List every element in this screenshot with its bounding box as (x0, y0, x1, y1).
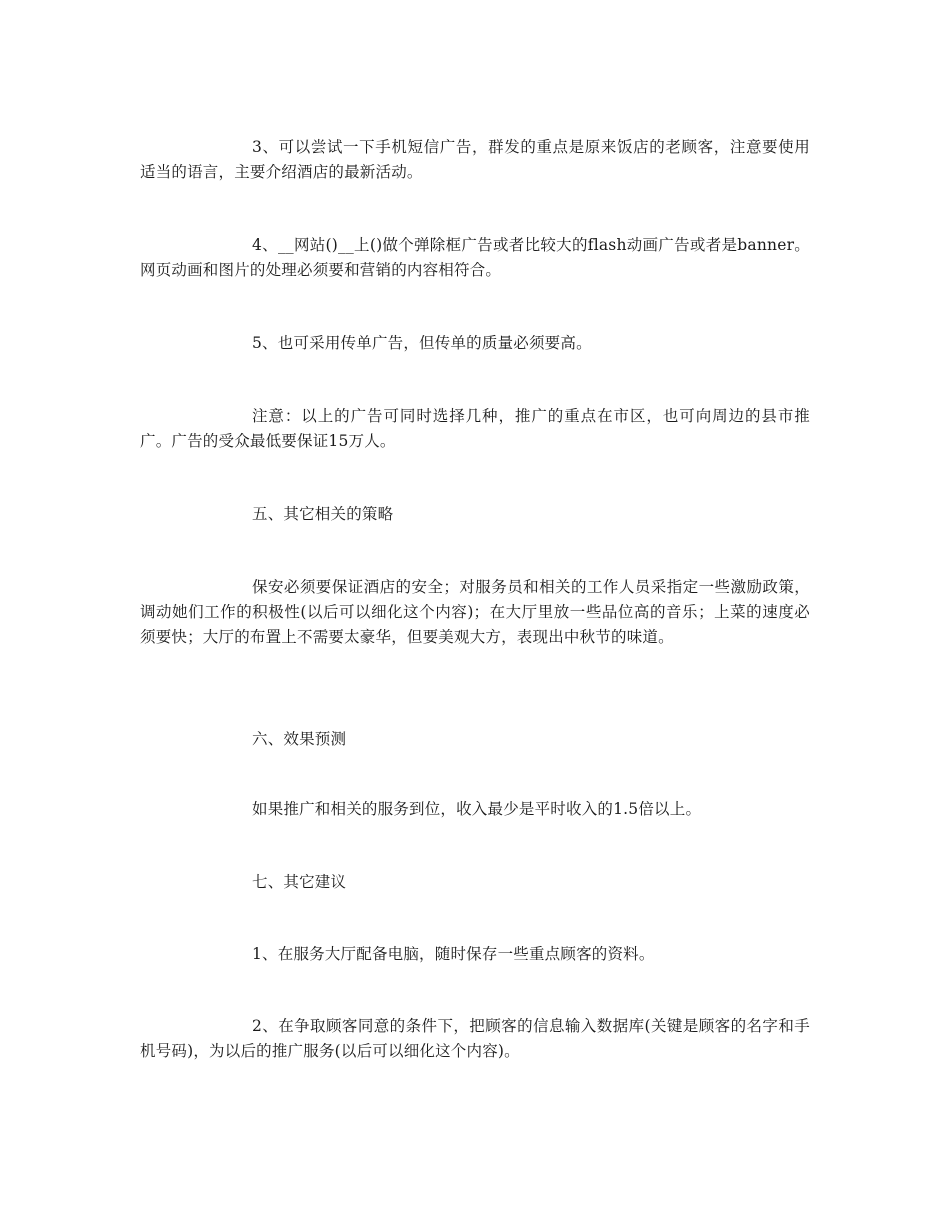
paragraph-revenue-forecast: 如果推广和相关的服务到位，收入最少是平时收入的1.5倍以上。 (252, 800, 702, 818)
section-heading-other-suggestions: 七、其它建议 (252, 873, 347, 891)
paragraph-computer-records: 1、在服务大厅配备电脑，随时保存一些重点顾客的资料。 (252, 945, 655, 963)
paragraph-ads-note: 注意：以上的广告可同时选择几种，推广的重点在市区，也可向周边的县市推广。广告的受众最低要保证15万人。 (140, 407, 810, 450)
paragraph-website-ads: 4、__网站()__上()做个弹除框广告或者比较大的flash动画广告或者是banner。网页动画和图片的处理必须要和营销的内容相符合。 (140, 236, 810, 279)
section-heading-effect-forecast: 六、效果预测 (252, 730, 347, 748)
section-heading-other-strategies: 五、其它相关的策略 (252, 505, 394, 523)
paragraph-flyer-ads: 5、也可采用传单广告，但传单的质量必须要高。 (252, 334, 592, 352)
paragraph-sms-ads: 3、可以尝试一下手机短信广告，群发的重点是原来饭店的老顾客，注意要使用适当的语言，主要介绍酒店的最新活动。 (140, 138, 810, 181)
paragraph-customer-database: 2、在争取顾客同意的条件下，把顾客的信息输入数据库(关键是顾客的名字和手机号码)，为以后的推广服务(以后可以细化这个内容)。 (140, 1017, 810, 1060)
paragraph-security-service: 保安必须要保证酒店的安全；对服务员和相关的工作人员采指定一些激励政策，调动她们工作的积极性(以后可以细化这个内容)；在大厅里放一些品位高的音乐；上菜的速度必须要快；大厅的布置上不需要太豪华，但要美观大方，表现出中秋节的味道。 (140, 578, 810, 646)
